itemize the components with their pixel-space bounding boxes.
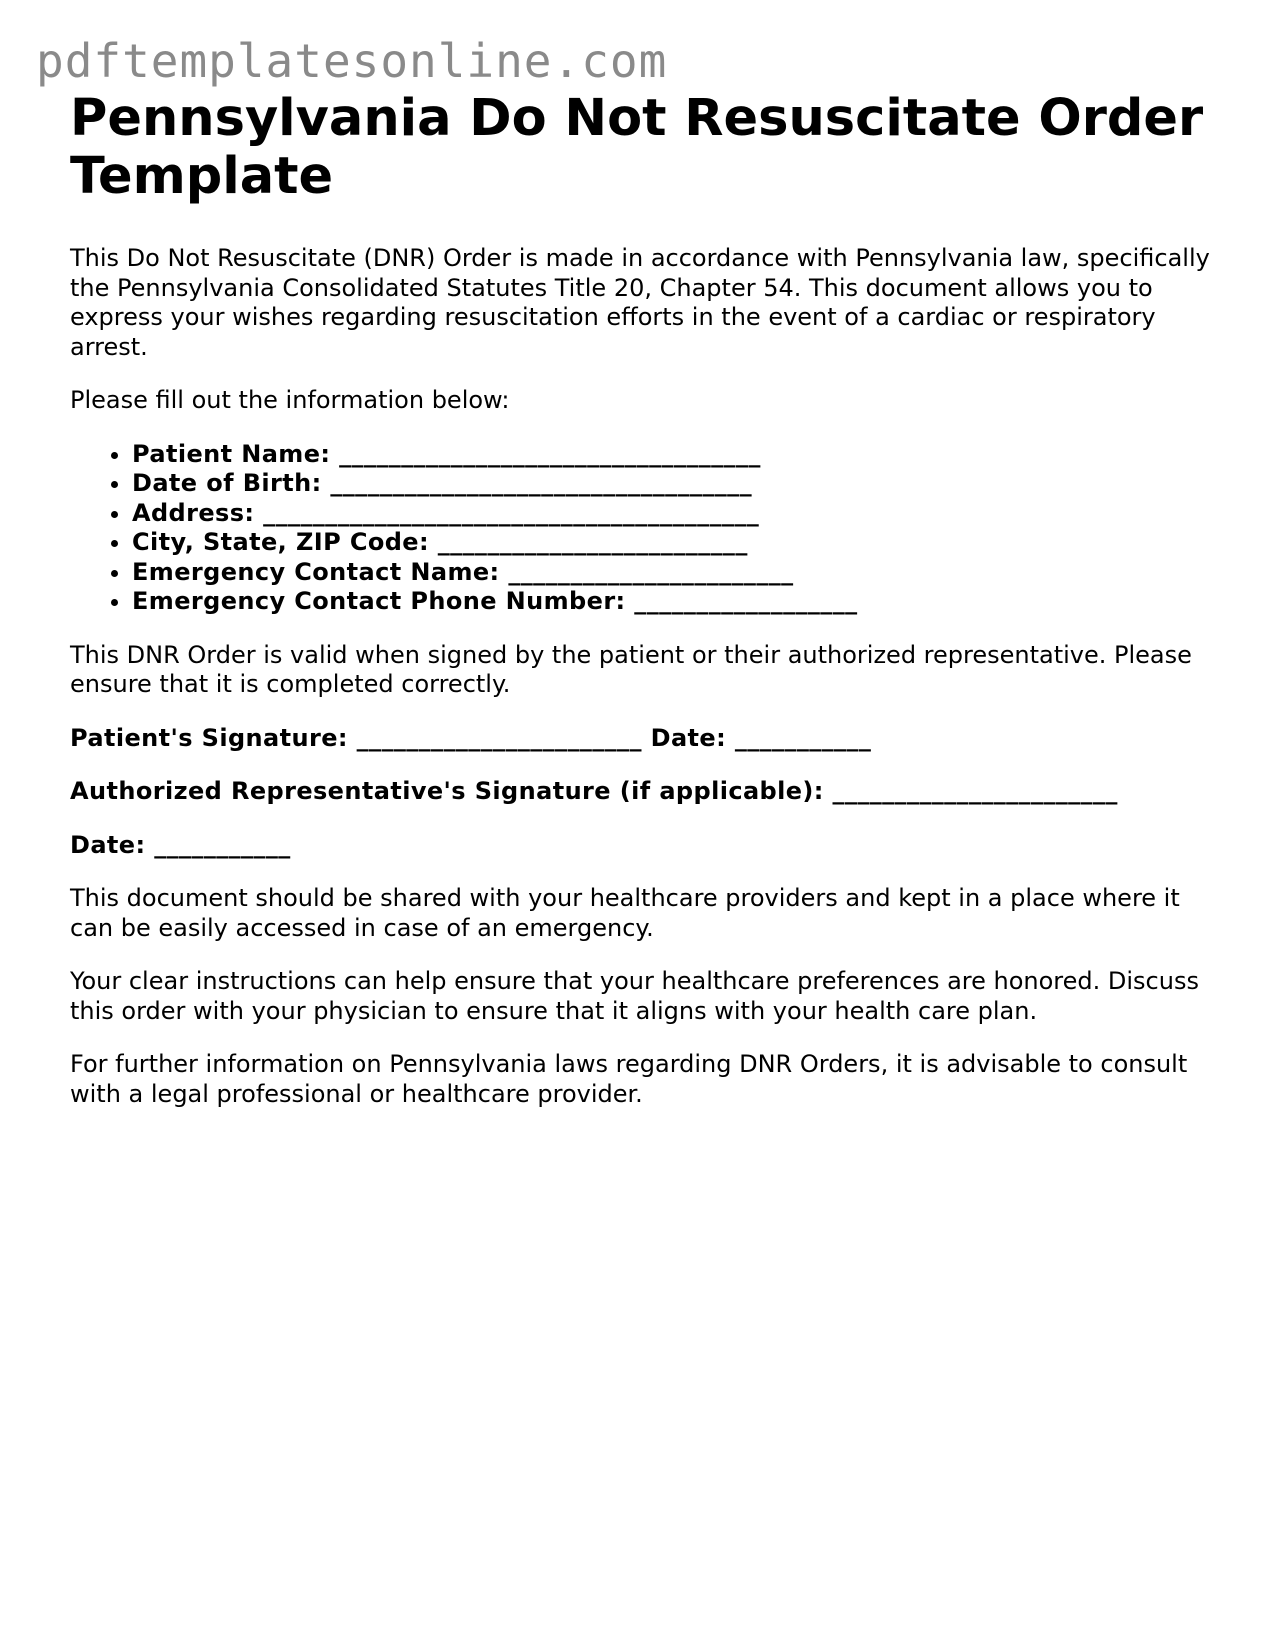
date-line: Date: ___________ bbox=[70, 830, 291, 859]
field-patient-name: • Patient Name: __________________________________ bbox=[132, 440, 1220, 470]
watermark: pdftemplatesonline.com bbox=[36, 34, 668, 88]
field-city-state-zip: • City, State, ZIP Code: _________________________ bbox=[132, 528, 1220, 558]
field-date-of-birth: • Date of Birth: __________________________________ bbox=[132, 469, 1220, 499]
field-emergency-contact-name: • Emergency Contact Name: _______________________ bbox=[132, 558, 1220, 588]
fill-prompt: Please fill out the information below: bbox=[70, 386, 510, 414]
validity-note: This DNR Order is valid when signed by the patient or their authorized representative. Please ensure that it is completed correctly. bbox=[70, 640, 1192, 698]
document-body bbox=[70, 90, 1220, 1133]
page-title: Pennsylvania Do Not Resuscitate Order Template bbox=[70, 89, 1204, 206]
intro-paragraph: This Do Not Resuscitate (DNR) Order is made in accordance with Pennsylvania law, specifically the Pennsylvania Consolidated Statutes Title 20, Chapter 54. This document allows you to express your wishes regarding resuscitation efforts in the event of a cardiac or respiratory arrest. bbox=[70, 244, 1210, 361]
share-note: This document should be shared with your healthcare providers and kept in a place where it can be easily accessed in case of an emergency. bbox=[70, 884, 1180, 942]
field-emergency-contact-phone: • Emergency Contact Phone Number: __________________ bbox=[132, 587, 1220, 617]
representative-signature-line: Authorized Representative's Signature (if applicable): _______________________ bbox=[70, 777, 1118, 805]
instructions-note: Your clear instructions can help ensure that your healthcare preferences are honored. Discuss this order with your physician to ensure that it aligns with your health care plan. bbox=[70, 967, 1199, 1025]
further-info: For further information on Pennsylvania laws regarding DNR Orders, it is advisable to consult with a legal professional or healthcare provider. bbox=[70, 1050, 1188, 1108]
patient-info-list bbox=[70, 440, 1220, 617]
patient-signature-line: Patient's Signature: _______________________ Date: ___________ bbox=[70, 723, 872, 752]
field-address: • Address: ________________________________________ bbox=[132, 499, 1220, 529]
